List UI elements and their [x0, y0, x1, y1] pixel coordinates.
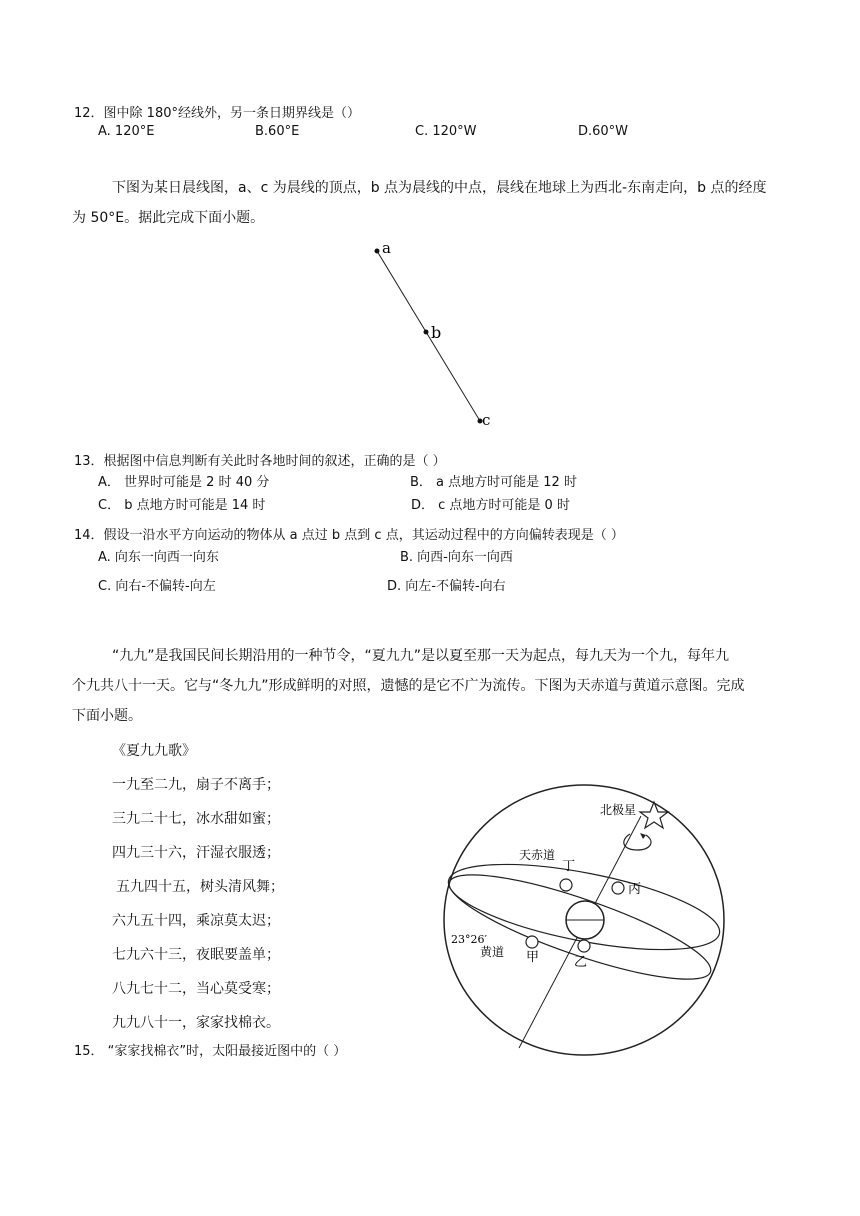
- poem-line-6: 七九六十三，夜眠要盖单；: [112, 947, 280, 963]
- poem-line-1: 一九至二九，扇子不离手；: [112, 777, 280, 793]
- dawn-line: [377, 251, 480, 421]
- question-12-option-d: D.60°W: [578, 124, 629, 139]
- point-b: [424, 330, 429, 335]
- poem-line-7: 八九七十二，当心莫受寒；: [112, 981, 280, 997]
- point-a: [375, 249, 380, 254]
- question-14-option-d: D. 向左-不偏转-向右: [387, 579, 506, 594]
- sun-position-bing: [612, 882, 624, 894]
- question-14-option-c: C. 向右-不偏转-向左: [98, 579, 216, 594]
- poem-line-3: 四九三十六，汗湿衣服透；: [112, 845, 280, 861]
- question-12-option-b: B.60°E: [255, 124, 300, 139]
- label-polaris: 北极星: [600, 803, 637, 817]
- question-15-stem: 15． “家家找棉衣”时，太阳最接近图中的（ ）: [74, 1044, 347, 1059]
- question-14-option-a: A. 向东一向西一向东: [98, 550, 219, 565]
- question-13-option-b: B． a 点地方时可能是 12 时: [410, 475, 577, 490]
- rotation-arrow: [624, 834, 651, 850]
- label-b: b: [431, 323, 442, 342]
- question-13-option-c: C． b 点地方时可能是 14 时: [98, 498, 266, 513]
- question-13-option-a: A． 世界时可能是 2 时 40 分: [98, 475, 270, 490]
- question-13-stem: 13．根据图中信息判断有关此时各地时间的叙述，正确的是（ ）: [74, 454, 446, 469]
- label-celestial-equator: 天赤道: [519, 848, 556, 862]
- rotation-arrow-head: [640, 833, 646, 839]
- question-12-option-a: A. 120°E: [98, 124, 155, 139]
- intro-2-line-1: “九九”是我国民间长期沿用的一种节令，“夏九九”是以夏至那一天为起点，每九天为一个九，每年九: [112, 648, 730, 664]
- intro-1-line-2: 为 50°E。据此完成下面小题。: [72, 210, 265, 226]
- label-a: a: [382, 239, 391, 257]
- question-14-stem: 14．假设一沿水平方向运动的物体从 a 点过 b 点到 c 点，其运动过程中的方向偏转表现是（ ）: [74, 528, 624, 543]
- intro-2-line-2: 个九共八十一天。它与“冬九九”形成鲜明的对照，遗憾的是它不广为流传。下图为天赤道与黄道示意图。完成: [72, 678, 745, 694]
- question-12-option-c: C. 120°W: [415, 124, 477, 139]
- question-14-option-b: B. 向西-向东一向西: [400, 550, 513, 565]
- sun-position-yi: [578, 940, 590, 952]
- label-ding: 丁: [562, 859, 576, 874]
- sun-position-jia: [526, 936, 538, 948]
- label-yi: 乙: [574, 955, 588, 970]
- label-jia: 甲: [526, 950, 540, 965]
- label-ecliptic: 黄道: [480, 945, 505, 959]
- intro-2-line-3: 下面小题。: [72, 708, 142, 724]
- question-12-stem: 12．图中除 180°经线外，另一条日期界线是（）: [74, 106, 360, 121]
- polaris-star-icon: [640, 802, 668, 828]
- label-angle: 23°26′: [451, 933, 487, 946]
- label-bing: 丙: [628, 882, 642, 897]
- poem-line-4: 五九四十五，树头清风舞；: [116, 879, 284, 895]
- label-c: c: [482, 411, 491, 429]
- question-13-option-d: D． c 点地方时可能是 0 时: [411, 498, 570, 513]
- dawn-line-figure: [360, 238, 500, 430]
- intro-1-line-1: 下图为某日晨线图，a、c 为晨线的顶点，b 点为晨线的中点，晨线在地球上为西北-东南走向，b 点的经度: [112, 180, 767, 196]
- poem-title: 《夏九九歌》: [112, 743, 196, 759]
- celestial-sphere-figure: [432, 780, 732, 1058]
- poem-line-8: 九九八十一，家家找棉衣。: [112, 1015, 280, 1031]
- poem-line-5: 六九五十四，乘凉莫太迟；: [112, 913, 280, 929]
- sun-position-ding: [560, 879, 572, 891]
- poem-line-2: 三九二十七，冰水甜如蜜；: [112, 811, 280, 827]
